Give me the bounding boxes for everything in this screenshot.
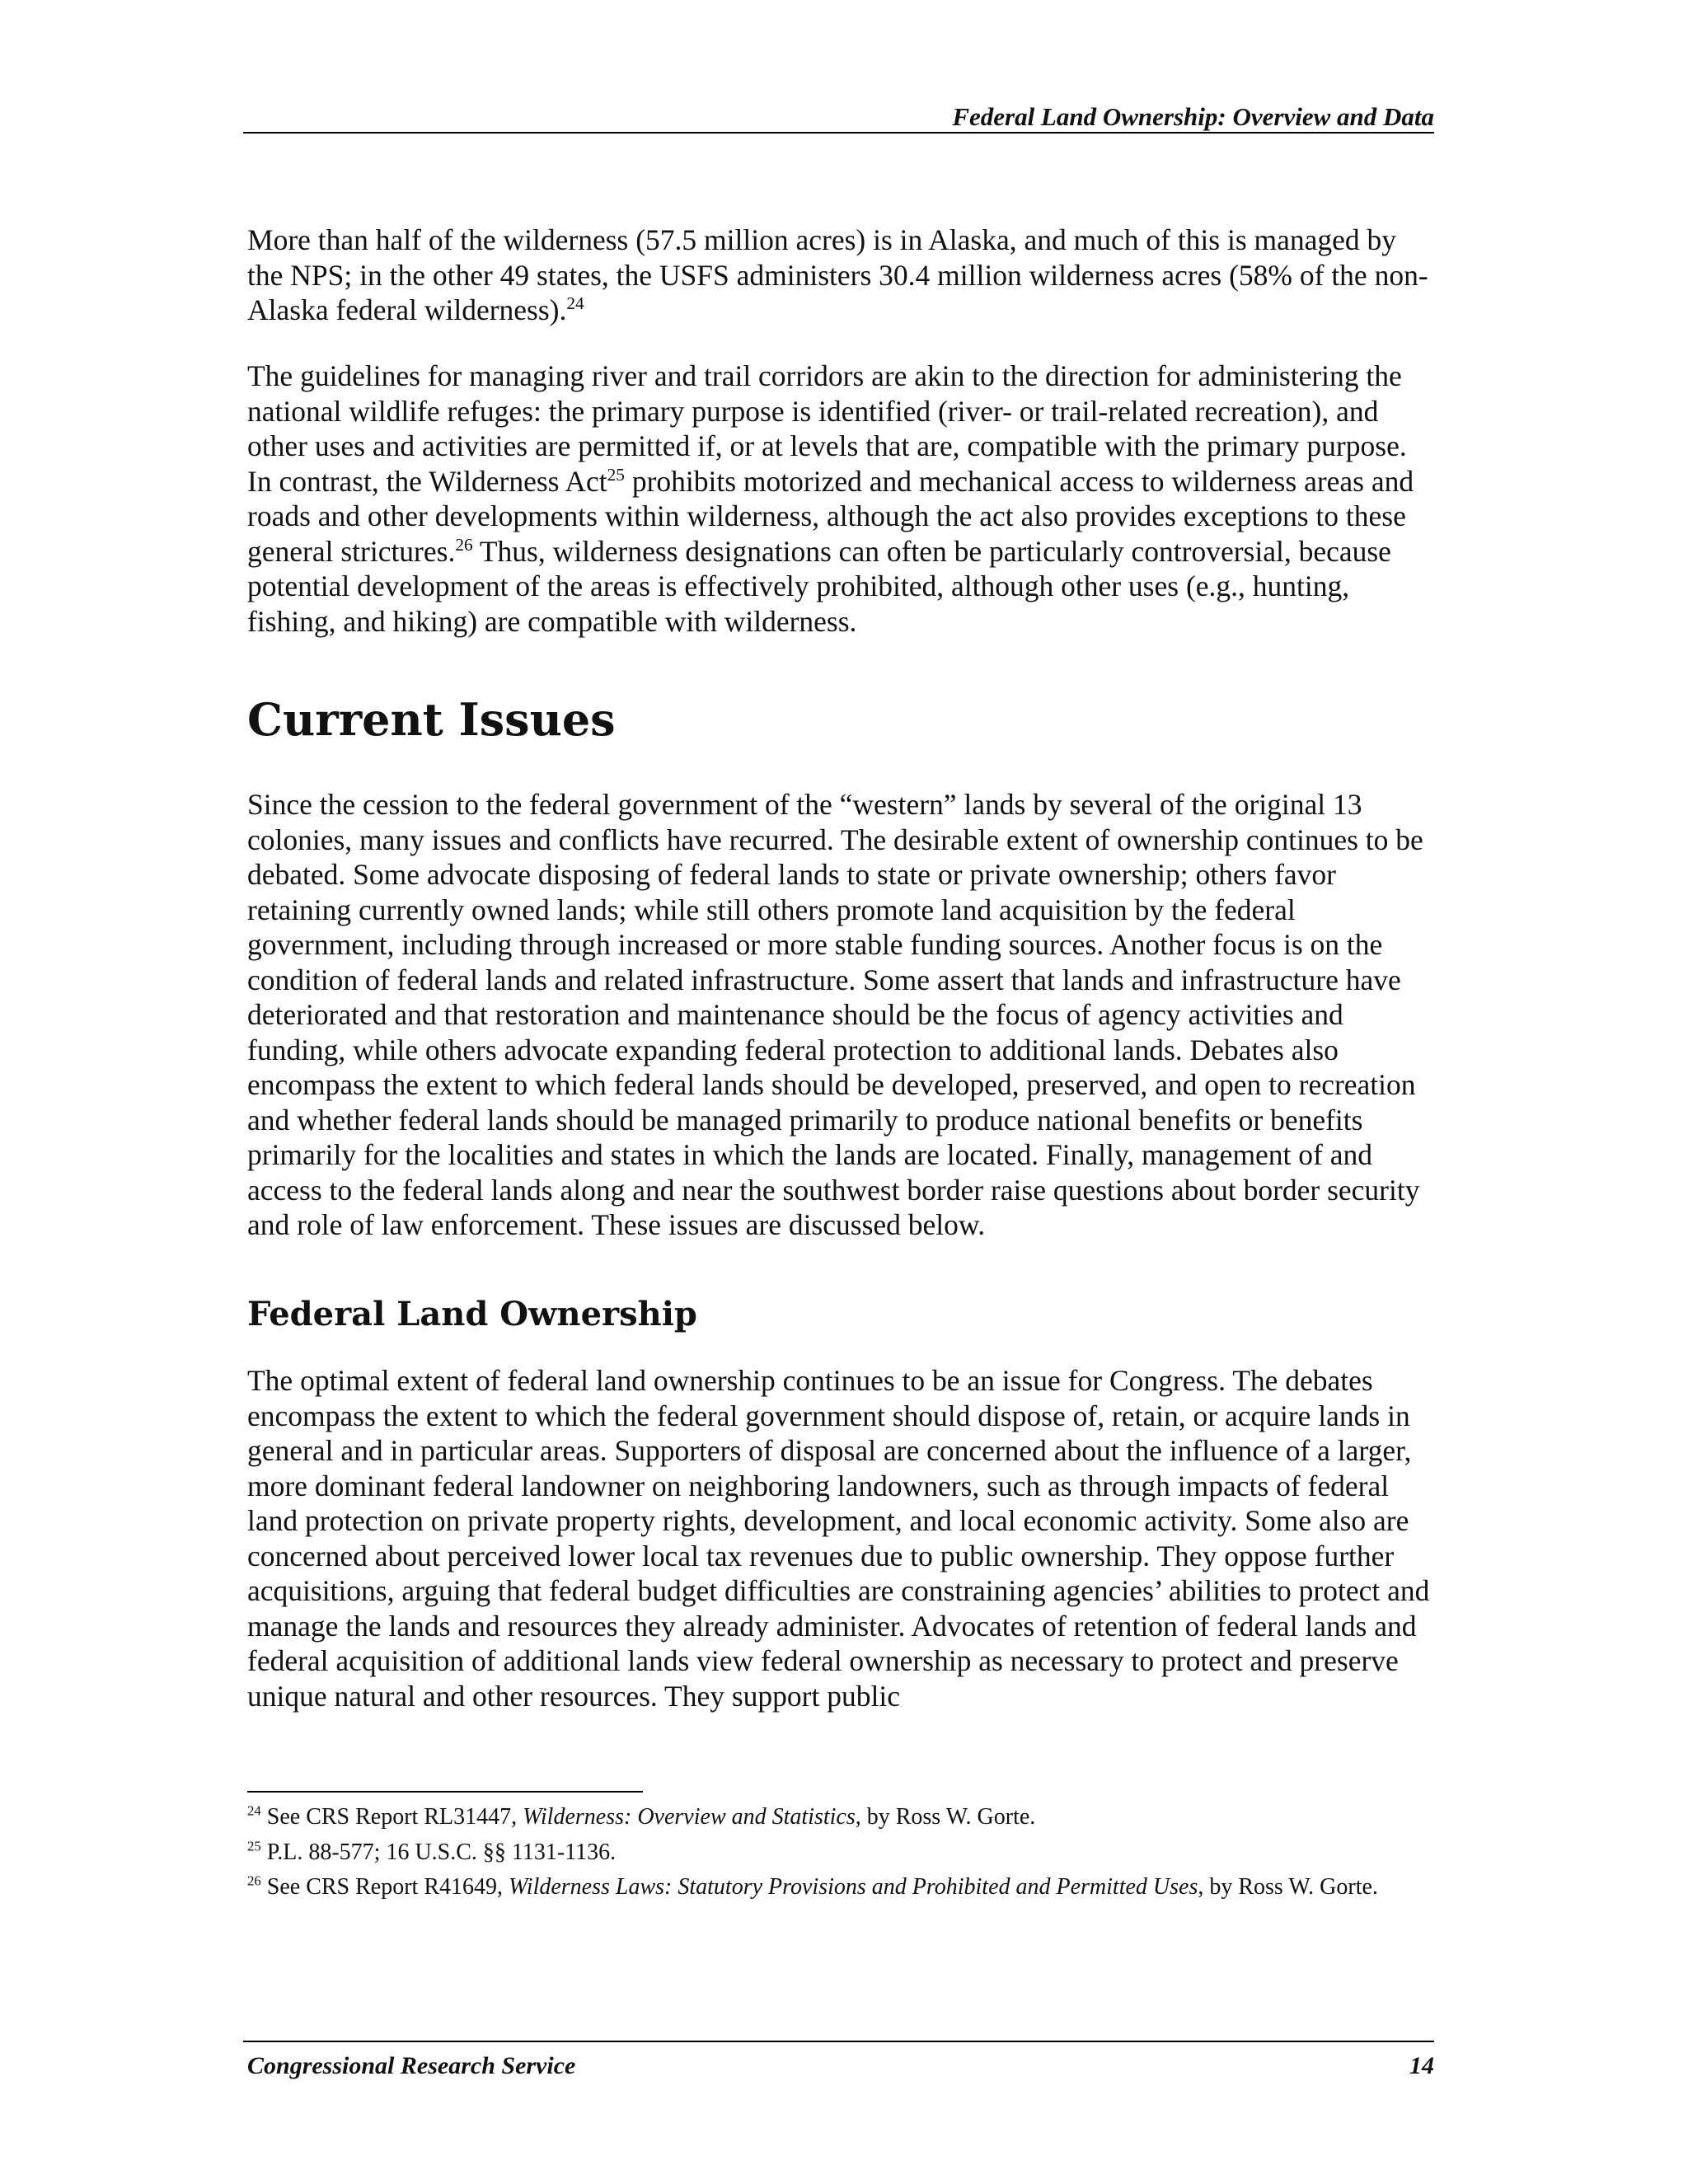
paragraph-wilderness-alaska: [247, 223, 1438, 328]
footer-organization: Congressional Research Service: [247, 2052, 576, 2079]
footnote-separator: [247, 1791, 643, 1793]
footnote-text: See CRS Report R41649,: [260, 1874, 509, 1900]
footnote-number: 24: [247, 1802, 261, 1819]
paragraph-federal-land-ownership: The optimal extent of federal land ownership continues to be an issue for Congress. The debates encompass the extent to which the federal government should dispose of, retain, or acquire lands in general and in particular areas. Supporters of disposal are concerned about the influence of a larger, more dominant federal landowner on neighboring landowners, such as through impacts of federal land protection on private property rights, development, and local economic activity. Some also are concerned about perceived lower local tax revenues due to public ownership. They oppose further acquisitions, arguing that federal budget difficulties are constraining agencies’ abilities to protect and manage the lands and resources they already administer. Advocates of retention of federal lands and federal acquisition of additional lands view federal ownership as necessary to protect and preserve unique natural and other resources. They support public: [247, 1364, 1430, 1713]
paragraph-current-issues: Since the cession to the federal government of the “western” lands by several of the original 13 colonies, many issues and conflicts have recurred. The desirable extent of ownership continues to be debated. Some advocate disposing of federal lands to state or private ownership; others favor retaining currently owned lands; while still others promote land acquisition by the federal government, including through increased or more stable funding sources. Another focus is on the condition of federal lands and related infrastructure. Some assert that lands and infrastructure have deteriorated and that restoration and maintenance should be the focus of agency activities and funding, while others advocate expanding federal protection to additional lands. Debates also encompass the extent to which federal lands should be developed, preserved, and open to recreation and whether federal lands should be managed primarily to produce national benefits or benefits primarily for the localities and states in which the lands are located. Finally, management of and access to the federal lands along and near the southwest border raise questions about border security and role of law enforcement. These issues are discussed below.: [247, 788, 1423, 1241]
footnote-25: [247, 1838, 1438, 1867]
footnote-text: , by Ross W. Gorte.: [1198, 1874, 1378, 1900]
footnote-text: P.L. 88-577; 16 U.S.C. §§ 1131-1136.: [260, 1840, 617, 1865]
page-number: 14: [1409, 2052, 1434, 2079]
footnote-ref[interactable]: 26: [455, 534, 473, 555]
footnote-report-title: Wilderness: Overview and Statistics: [523, 1804, 856, 1830]
footnote-number: 25: [247, 1838, 261, 1854]
section-heading-current-issues: Current Issues: [247, 693, 616, 746]
paragraph-text: More than half of the wilderness (57.5 million acres) is in Alaska, and much of this is managed by the NPS; in the other 49 states, the USFS administers 30.4 million wilderness acres (58% of the non-Alaska federal wilderness).: [247, 223, 1428, 326]
footnote-number: 26: [247, 1872, 261, 1889]
footnote-text: , by Ross W. Gorte.: [855, 1804, 1036, 1830]
footnote-24: [247, 1802, 1438, 1831]
paragraph-text: The guidelines for managing river and trail corridors are akin to the direction for administering the national wildlife refuges: the primary purpose is identified (river- or trail-related recreation), and other uses and activities are permitted if, or at levels that are, compatible with the primary purpose. In contrast, the Wilderness Act: [247, 359, 1407, 498]
paragraph-text: prohibits motorized and mechanical access to wilderness areas and roads and other developments within wilderness, although the act also provides exceptions to these general strictures.: [247, 464, 1414, 568]
footnote-ref[interactable]: 24: [566, 293, 584, 314]
running-header: Federal Land Ownership: Overview and Data: [952, 102, 1434, 131]
footnote-26: [247, 1872, 1418, 1901]
paragraph-text: Thus, wilderness designations can often be particularly controversial, because potential development of the areas is effectively prohibited, although other uses (e.g., hunting, fishing, and hiking) are compatible with wilderness.: [247, 534, 1391, 638]
footnote-text: See CRS Report RL31447,: [260, 1804, 523, 1830]
footer-rule: [243, 2041, 1434, 2042]
paragraph-river-trail-corridors: [247, 359, 1438, 639]
footnote-report-title: Wilderness Laws: Statutory Provisions and Prohibited and Permitted Uses: [509, 1874, 1198, 1900]
footnote-ref[interactable]: 25: [607, 464, 625, 485]
header-rule: [243, 132, 1434, 134]
subsection-heading-federal-land-ownership: Federal Land Ownership: [247, 1295, 697, 1333]
